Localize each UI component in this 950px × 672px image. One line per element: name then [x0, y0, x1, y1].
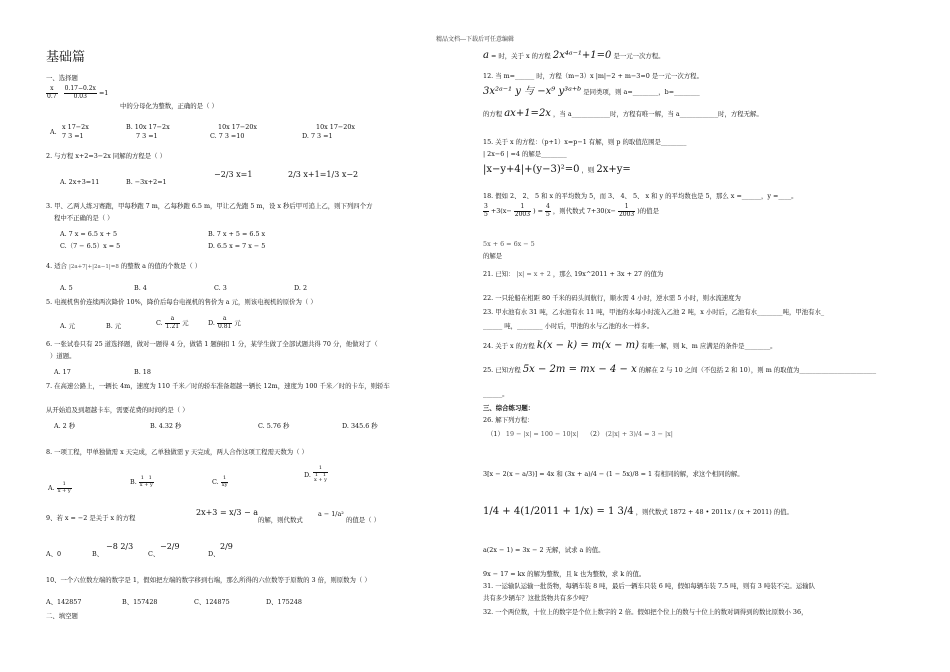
question-26-part-1: （1） 19 − |x| = 100 − 10|x| （2） (2|x| + 3)/4 = 3 − |x| [487, 430, 673, 438]
q1-option-a: A. [50, 128, 57, 136]
q7-option-b: B. 4.32 秒 [150, 422, 182, 430]
question-3: 3. 甲、乙两人练习赛跑，甲每秒跑 7 m，乙每秒跑 6.5 m，甲让乙先跑 5 m，设 x 秒后甲可追上乙，则下列四个方 [46, 202, 373, 210]
q9-text-b: 的解，则代数式 [258, 516, 303, 524]
q1-option-d-bottom: D. 7 3 =1 [302, 132, 333, 140]
question-31: 31. 一运输队运输一批货物，每辆车装 8 吨，最后一辆车只装 6 吨，假如每辆车装 7.5 吨，则有 3 吨装不完。运输队 [483, 582, 815, 590]
q5-option-d: D. $\frac{a}{0.81}$ 元 [208, 315, 241, 330]
fill-question-25-cont: ______。 [483, 390, 509, 398]
fill-question-15: 15. 关于 x 的方程：（p+1）x=p−1 有解，则 p 的取值范围是________ [483, 138, 687, 146]
question-7: 7. 在高速公路上，一辆长 4m，速度为 110 千米／时的轿车准备超越一辆长 12m，速度为 100 千米／时的卡车，则轿车 [46, 382, 390, 390]
q1-option-a-bottom: 7 3 =1 [62, 132, 84, 140]
q7-option-a: A. 2 秒 [54, 422, 76, 430]
question-29: a(2x − 1) = 3x − 2 无解，试求 a 的值。 [483, 546, 605, 554]
question-26: 26. 解下列方程： [483, 416, 534, 424]
fill-question-13: 3x²ᵃ⁻¹ y 与 −x⁹ y³ᵃ⁺ᵇ 是同类项，则 a=________，b=________ [483, 86, 700, 97]
q9-option-d-value: 2/9 [220, 542, 233, 551]
q9-option-c-value: −2/9 [160, 542, 180, 551]
q4-option-a: A. 5 [60, 284, 73, 292]
question-31-cont: 共有多少辆车？这批货物共有多少吨？ [483, 594, 592, 602]
q9-option-b: B、 [92, 550, 104, 558]
q10-option-d: D、175248 [266, 598, 302, 606]
q1-option-d-top: 10x 17−20x [316, 123, 355, 131]
question-4: 4. 适合 |2a+7|+|2a−1|=8 的整数 a 的值的个数是（ ） [46, 262, 202, 270]
fill-question-12: 12. 当 m=______ 时，方程（m−3）x |m|−2 + m−3=0 是一元一次方程。 [483, 72, 703, 80]
question-1-text: 中的分母化为整数，正确的是（ ） [120, 102, 218, 110]
fill-question-21: 21. 已知： |x| = x + 2 ，那么 19x^2011 + 3x + 27 的值为 [483, 270, 664, 278]
question-2: 2. 与方程 x+2=3−2x 同解的方程是（ ） [46, 152, 166, 160]
question-6: 6. 一张试卷只有 25 道选择题，做对一题得 4 分，做错 1 题倒扣 1 分，某学生做了全部试题共得 70 分，他做对了（ [46, 340, 378, 348]
fill-question-11: a = 时，关于 x 的方程 2x⁴ᵃ⁻¹+1=0 是一元一次方程。 [483, 50, 665, 61]
fill-question-23: 23. 甲水池有水 31 吨，乙水池有水 11 吨，甲池的水每小时流入乙池 2 吨，x 小时后，乙池有水________吨，甲池有水_ [483, 308, 825, 316]
q9-expression: a − 1/a² [318, 510, 344, 518]
q1-option-b-bottom: 7 3 =1 [136, 132, 158, 140]
fill-question-20: 5x + 6 = 6x − 5 的解是 [483, 240, 535, 260]
q3-option-a: A. 7 x = 6.5 x + 5 [60, 230, 118, 238]
q10-option-a: A、142857 [46, 598, 82, 606]
section-heading-2: 二、填空题 [46, 612, 78, 620]
question-30: 9x − 17 = kx 的解为整数，且 k 也为整数，求 k 的值。 [483, 570, 646, 578]
question-1-equation: $\frac{x}{0.7}$ $\frac{0.17-0.2x}{0.03}$ =1 [47, 85, 109, 100]
fill-question-19: $\frac{3}{5}$ +3(x− $\frac{1}{2003}$ ) = $\frac{4}{5}$ ，则代数式 7+30(x− $\frac{1}{2003}$ )的值是 [484, 203, 659, 218]
q4-option-d: D. 2 [294, 284, 308, 292]
question-8: 8. 一项工程，甲单独做需 x 天完成，乙单独做需 y 天完成，两人合作这项工程需天数为（ ） [46, 448, 308, 456]
section-heading: 一、选择题 [46, 74, 78, 82]
q4-option-c: C. 3 [214, 284, 227, 292]
q6-option-a: A. 17 [54, 368, 71, 376]
fill-question-18: 18. 假如 2、 2、 5 和 x 的平均数为 5，而 3、 4、 5、 x 和 y 的平均数也是 5，那么 x =______，y =____。 [483, 192, 798, 200]
q6-option-b: B. 18 [134, 368, 151, 376]
q9-option-b-value: −8 2/3 [106, 542, 134, 551]
question-9: 9、若 x = −2 是关于 x 的方程 [46, 514, 136, 522]
q2-option-b: B. −3x+2=1 [126, 178, 167, 186]
q8-option-c: C. $\frac{1}{xy}$ [212, 475, 228, 488]
fill-question-24: 24. 关于 x 的方程 k(x − k) = m(x − m) 有唯一解，则 k、m 应满足的条件是________。 [483, 340, 777, 351]
q3-option-d: D. 6.5 x = 7 x − 5 [208, 242, 266, 250]
q7-option-d: D. 345.6 秒 [342, 422, 378, 430]
q1-option-b-top: B. 10x 17−2x [126, 123, 170, 131]
q10-option-c: C、124875 [194, 598, 230, 606]
q5-option-a: A. 元 [60, 322, 76, 330]
page-header: 精品文档---下载后可任意编辑 [435, 36, 515, 43]
question-7-cont: 从开始追及到超越卡车，需要花费的时间约是（ ） [46, 406, 189, 414]
q7-option-c: C. 5.76 秒 [258, 422, 290, 430]
fill-question-22: 22. 一只轮船在相距 80 千米的码头间航行，顺水需 4 小时，逆水需 5 小时，则水流速度为 [483, 294, 741, 302]
page-title: 基础篇 [46, 50, 86, 65]
q9-text-d: 的值是（ ） [346, 516, 380, 524]
q5-option-c: C. $\frac{a}{1.21}$ 元 [156, 315, 189, 330]
q8-option-b: B. $\frac{1 1}{x + y}$ [130, 475, 153, 488]
q9-option-c: C、 [148, 550, 160, 558]
q3-option-b: B. 7 x + 5 = 6.5 x [208, 230, 266, 238]
question-10: 10、一个六位数左端的数字是 1，假如把左端的数字移到右端，那么所得的六位数等于原数的 3 倍，则原数为（ ） [46, 576, 371, 584]
q5-option-b: B. 元 [106, 322, 122, 330]
fill-question-14: 的方程 ax+1=2x ，当 a____________时，方程有唯一解，当 a____________时，方程无解。 [483, 108, 763, 119]
fill-question-23-cont: ______ 吨，________ 小时后，甲池的水与乙池的水一样多。 [483, 322, 654, 330]
q1-option-c-bottom: C. 7 3 =10 [210, 132, 245, 140]
question-5: 5. 电视机售价连续两次降价 10%，降价后每台电视机的售价为 a 元，则该电视机的原价为（ ） [46, 298, 317, 306]
question-28: 1/4 + 4(1/2011 + 1/x) = 1 3/4 ，则代数式 1872 + 48 • 2011x / (x + 2011) 的值。 [483, 506, 793, 517]
q1-option-a-top: x 17−2x [62, 123, 89, 131]
q9-equation: 2x+3 = x/3 − a [196, 508, 259, 517]
question-6-cont: ）道题。 [50, 352, 76, 360]
q2-option-d: 2/3 x+1=1/3 x−2 [288, 170, 359, 179]
fill-question-16: | 2x−6 | =4 的解是________ [483, 150, 567, 158]
section-heading-3: 三、综合练习题： [483, 404, 535, 412]
q10-option-b: B、157428 [122, 598, 158, 606]
q8-option-d: D. 1 1 1 x + y [304, 465, 327, 483]
q9-option-d: D、 [208, 550, 220, 558]
question-27: 3[x − 2(x − a/3)] = 4x 和 (3x + a)/4 − (1 − 5x)/8 = 1 有相同的解，求这个相同的解。 [483, 470, 744, 478]
q8-option-a: A. $\frac{1}{x + y}$ [48, 481, 71, 494]
q2-option-a: A. 2x+3=11 [60, 178, 100, 186]
q3-option-c: C.（7 − 6.5）x = 5 [60, 242, 121, 250]
question-3-cont: 程中不正确的是（ ） [54, 214, 114, 222]
q1-option-c-top: 10x 17−20x [218, 123, 257, 131]
question-32: 32. 一个两位数，十位上的数字是个位上数字的 2 倍。假如把个位上的数与十位上的数对调得到的数比原数小 36， [483, 608, 808, 616]
q9-option-a: A、0 [46, 550, 62, 558]
fill-question-17: |x−y+4|+(y−3)²=0 ，则 2x+y= [483, 164, 631, 175]
q4-option-b: B. 4 [134, 284, 147, 292]
fill-question-25: 25. 已知方程 5x − 2m = mx − 4 − x 的解在 2 与 10 之间（不包括 2 和 10），则 m 的取值为________________________ [483, 364, 877, 375]
q2-option-c: −2/3 x=1 [214, 170, 253, 179]
